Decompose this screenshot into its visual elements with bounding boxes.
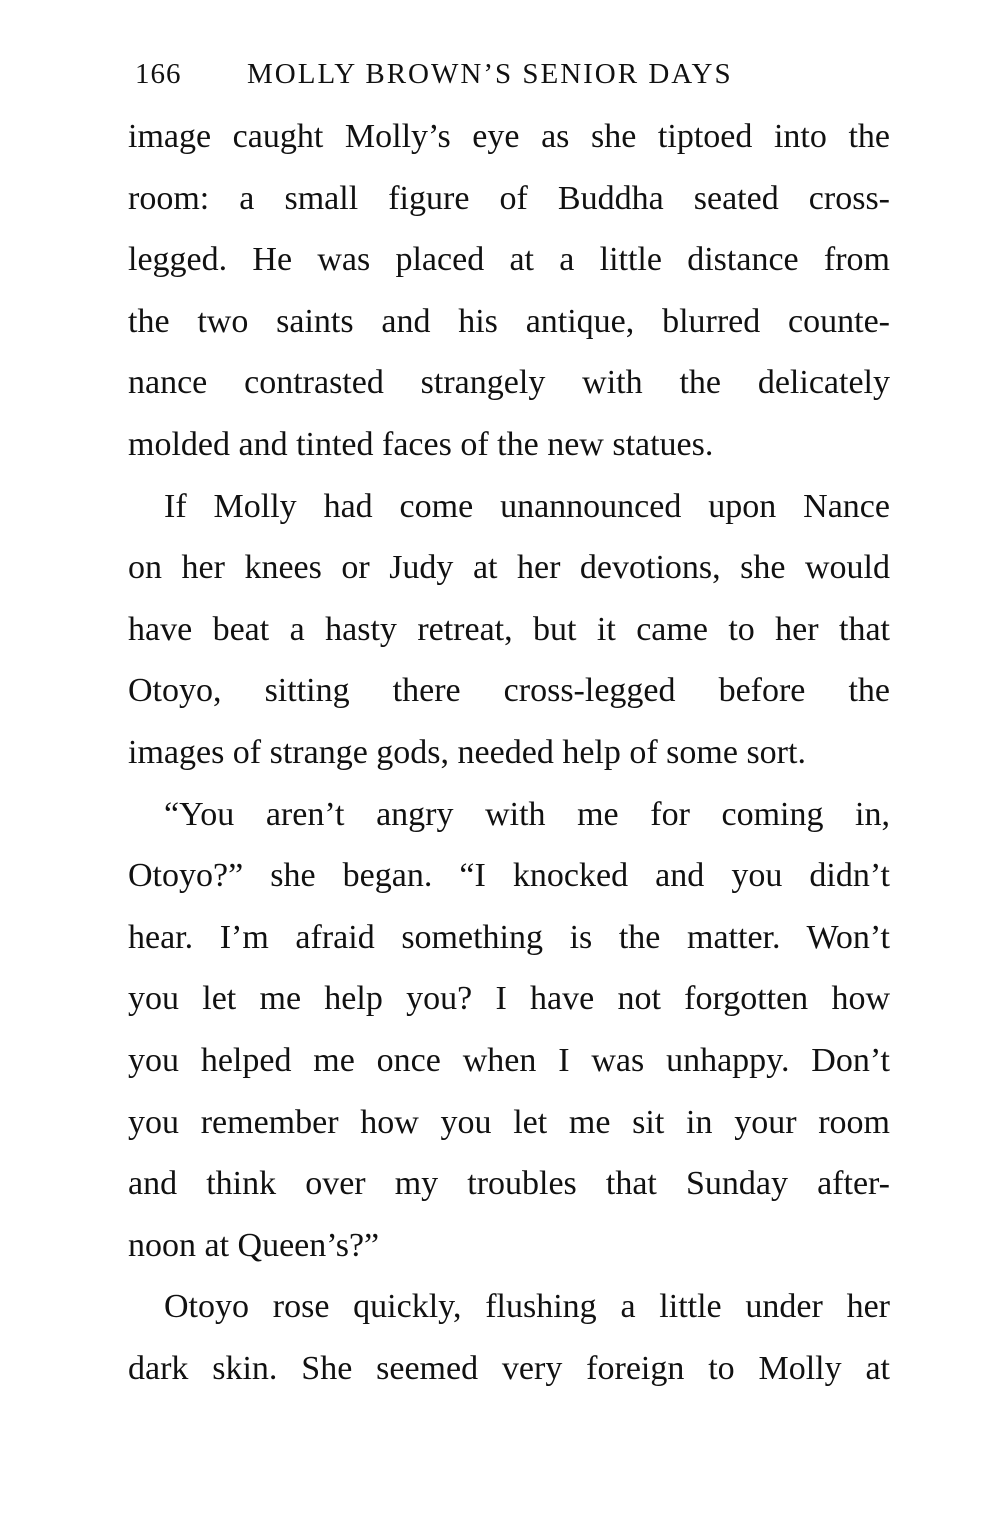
text-line: Otoyo rose quickly, flushing a little under her [164,1288,890,1326]
text-line: on her knees or Judy at her devotions, she would [128,549,890,587]
text-line: room: a small figure of Buddha seated cross- [128,179,890,217]
text-line: the two saints and his antique, blurred counte- [128,302,890,340]
running-head [135,54,895,94]
paragraph [128,784,890,1277]
paragraph [128,476,890,784]
text-line: Otoyo?” she began. “I knocked and you didn’t [128,857,890,895]
text-line: If Molly had come unannounced upon Nance [164,487,890,525]
text-line: hear. I’m afraid something is the matter. Won’t [128,918,890,956]
text-line: image caught Molly’s eye as she tiptoed into the [128,118,890,155]
text-line: legged. He was placed at a little distance from [128,241,890,279]
text-line: you let me help you? I have not forgotten how [128,980,890,1018]
paragraph [128,106,890,476]
text-line: dark skin. She seemed very foreign to Molly at [128,1349,890,1387]
text-line: “You aren’t angry with me for coming in, [164,795,890,833]
text-line: images of strange gods, needed help of some sort. [128,733,806,771]
text-line: and think over my troubles that Sunday after- [128,1165,890,1203]
text-line: Otoyo, sitting there cross-legged before the [128,672,890,710]
running-title: MOLLY BROWN’S SENIOR DAYS [247,58,733,90]
text-line: have beat a hasty retreat, but it came to her that [128,610,890,648]
text-line: nance contrasted strangely with the delicately [128,364,890,402]
page-number: 166 [135,58,182,90]
text-line: you helped me once when I was unhappy. Don’t [128,1041,890,1079]
text-line: molded and tinted faces of the new statues. [128,425,714,463]
text-line: noon at Queen’s?” [128,1226,380,1264]
paragraph [128,1276,890,1399]
text-line: you remember how you let me sit in your room [128,1103,890,1141]
body-text [128,106,890,1399]
